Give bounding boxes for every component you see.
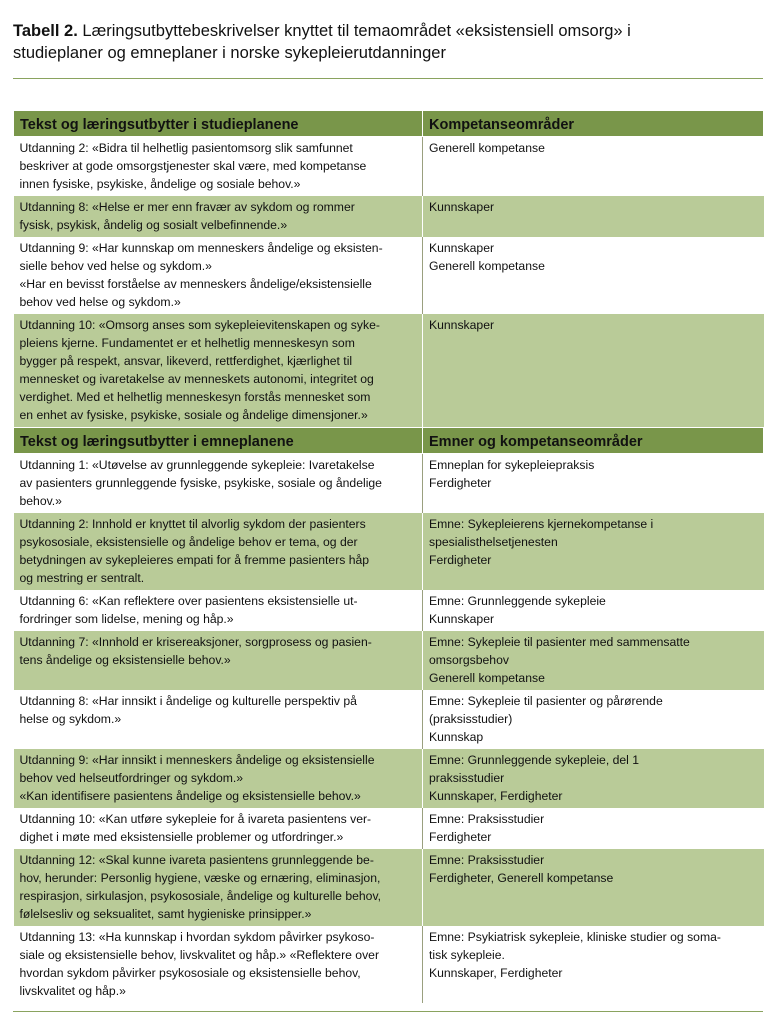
table-row (14, 808, 764, 849)
table-row (14, 196, 764, 237)
table-row (14, 513, 764, 590)
outcome-text-line: en enhet av fysiske, psykiske, sosiale og åndelige dimensjoner.» (19, 408, 368, 422)
competence-area-cell (423, 749, 764, 808)
section-header-row (14, 111, 764, 137)
outcome-text-line: og mestring er sentralt. (19, 571, 145, 585)
outcome-text-line: Utdanning 9: «Har kunnskap om menneskers åndelige og eksisten- (19, 241, 383, 255)
competence-area-line: Kunnskaper (429, 200, 495, 214)
outcome-text-line: «Har en bevisst forståelse av menneskers åndelige/eksistensielle (19, 277, 372, 291)
competence-area-line: Emne: Sykepleie til pasienter og pårørende (429, 694, 663, 708)
outcome-text-line: pleiens kjerne. Fundamentet er et helhetlig menneskesyn som (19, 336, 355, 350)
competence-area-cell (423, 631, 764, 690)
outcome-text-cell (14, 196, 423, 237)
outcome-text-line: dighet i møte med eksistensielle problemer og utfordringer.» (19, 830, 344, 844)
outcome-text-line: fordringer som lidelse, mening og håp.» (19, 612, 234, 626)
outcome-text-line: av pasienters grunnleggende fysiske, psykiske, sosiale og åndelige (19, 476, 382, 490)
outcome-text-line: Utdanning 7: «Innhold er krisereaksjoner, sorgprosess og pasien- (19, 635, 372, 649)
competence-area-line: Generell kompetanse (429, 671, 545, 685)
table-row (14, 631, 764, 690)
competence-area-cell (423, 237, 764, 314)
table-row (14, 137, 764, 197)
competence-area-cell (423, 808, 764, 849)
outcome-text-line: Utdanning 13: «Ha kunnskap i hvordan sykdom påvirker psykoso- (19, 930, 375, 944)
competence-area-cell (423, 314, 764, 428)
outcome-text-line: psykososiale, eksistensielle og åndelige behov er tema, og der (19, 535, 358, 549)
competence-area-line: Ferdigheter (429, 476, 492, 490)
competence-area-line: Kunnskaper (429, 612, 495, 626)
competence-area-cell (423, 196, 764, 237)
outcome-text-line: Utdanning 10: «Omsorg anses som sykepleievitenskapen og syke- (19, 318, 380, 332)
learning-outcomes-table (13, 110, 764, 1003)
outcome-text-line: bygger på respekt, ansvar, likeverd, rettferdighet, kjærlighet til (19, 354, 353, 368)
outcome-text-line: respirasjon, sirkulasjon, psykososiale, åndelige og kulturelle behov, (19, 889, 382, 903)
competence-area-line: Emne: Praksisstudier (429, 812, 545, 826)
outcome-text-line: mennesket og ivaretakelse av menneskets autonomi, integritet og (19, 372, 374, 386)
outcome-text-line: Utdanning 6: «Kan reflektere over pasientens eksistensielle ut- (19, 594, 358, 608)
outcome-text-cell (14, 237, 423, 314)
outcome-text-line: Utdanning 12: «Skal kunne ivareta pasientens grunnleggende be- (19, 853, 374, 867)
competence-area-line: Emne: Sykepleie til pasienter med sammensatte (429, 635, 690, 649)
competence-area-line: Generell kompetanse (429, 259, 545, 273)
outcome-text-cell (14, 808, 423, 849)
competence-area-cell (423, 849, 764, 926)
bottom-rule (13, 1011, 763, 1012)
outcome-text-line: innen fysiske, psykiske, åndelige og sosiale behov.» (19, 177, 301, 191)
outcome-text-line: Utdanning 1: «Utøvelse av grunnleggende sykepleie: Ivaretakelse (19, 458, 375, 472)
outcome-text-line: følelsesliv og seksualitet, samt hygieniske prinsipper.» (19, 907, 312, 921)
outcome-text-line: verdighet. Med et helhetlig menneskesyn forstås mennesket som (19, 390, 371, 404)
outcome-text-cell (14, 137, 423, 197)
table-row (14, 237, 764, 314)
table-row (14, 690, 764, 749)
competence-area-cell (423, 137, 764, 197)
outcome-text-line: behov ved helse og sykdom.» (19, 295, 181, 309)
outcome-text-cell (14, 590, 423, 631)
outcome-text-cell (14, 749, 423, 808)
competence-area-line: Emne: Praksisstudier (429, 853, 545, 867)
outcome-text-line: tens åndelige og eksistensielle behov.» (19, 653, 231, 667)
table-row (14, 749, 764, 808)
competence-area-line: Kunnskaper (429, 318, 495, 332)
competence-area-line: Emne: Psykiatrisk sykepleie, kliniske studier og soma- (429, 930, 721, 944)
outcome-text-line: siale og eksistensielle behov, livskvalitet og håp.» «Reflektere over (19, 948, 380, 962)
outcome-text-line: Utdanning 10: «Kan utføre sykepleie for å ivareta pasientens ver- (19, 812, 372, 826)
competence-area-line: Kunnskap (429, 730, 484, 744)
outcome-text-line: «Kan identifisere pasientens åndelige og eksistensielle behov.» (19, 789, 361, 803)
outcome-text-line: beskriver at gode omsorgstjenester skal være, med kompetanse (19, 159, 367, 173)
column-header-text: Tekst og læringsutbytter i studieplanene (14, 111, 423, 137)
outcome-text-line: betydningen av sykepleieres empati for å fremme pasienters håp (19, 553, 370, 567)
outcome-text-line: Utdanning 8: «Helse er mer enn fravær av sykdom og rommer (19, 200, 355, 214)
competence-area-line: omsorgsbehov (429, 653, 509, 667)
table-row (14, 926, 764, 1003)
competence-area-line: Emne: Sykepleierens kjernekompetanse i (429, 517, 654, 531)
top-rule (13, 78, 763, 79)
table-row (14, 590, 764, 631)
competence-area-line: Kunnskaper, Ferdigheter (429, 966, 563, 980)
competence-area-cell (423, 513, 764, 590)
competence-area-line: Emneplan for sykepleiepraksis (429, 458, 595, 472)
outcome-text-cell (14, 631, 423, 690)
competence-area-line: Ferdigheter (429, 553, 492, 567)
outcome-text-cell (14, 314, 423, 428)
competence-area-line: Ferdigheter (429, 830, 492, 844)
outcome-text-line: Utdanning 2: «Bidra til helhetlig pasientomsorg slik samfunnet (19, 141, 353, 155)
caption-text-line1: Læringsutbyttebeskrivelser knyttet til temaområdet «eksistensiell omsorg» i (77, 22, 631, 40)
outcome-text-line: sielle behov ved helse og sykdom.» (19, 259, 212, 273)
column-header-area: Emner og kompetanseområder (423, 428, 764, 454)
competence-area-cell (423, 926, 764, 1003)
competence-area-cell (423, 454, 764, 514)
outcome-text-line: behov ved helseutfordringer og sykdom.» (19, 771, 244, 785)
section-header-row (14, 428, 764, 454)
table-row (14, 314, 764, 428)
table-caption (13, 20, 763, 64)
competence-area-cell (423, 590, 764, 631)
competence-area-line: Kunnskaper (429, 241, 495, 255)
outcome-text-line: Utdanning 9: «Har innsikt i menneskers åndelige og eksistensielle (19, 753, 375, 767)
outcome-text-line: fysisk, psykisk, åndelig og sosialt velbefinnende.» (19, 218, 288, 232)
outcome-text-line: Utdanning 2: Innhold er knyttet til alvorlig sykdom der pasienters (19, 517, 366, 531)
outcome-text-cell (14, 926, 423, 1003)
outcome-text-line: hvordan sykdom påvirker psykososiale og eksistensielle behov, (19, 966, 361, 980)
outcome-text-line: livskvalitet og håp.» (19, 984, 126, 998)
outcome-text-cell (14, 454, 423, 514)
competence-area-line: Ferdigheter, Generell kompetanse (429, 871, 614, 885)
competence-area-line: (praksisstudier) (429, 712, 513, 726)
column-header-text: Tekst og læringsutbytter i emneplanene (14, 428, 423, 454)
outcome-text-cell (14, 690, 423, 749)
outcome-text-line: Utdanning 8: «Har innsikt i åndelige og kulturelle perspektiv på (19, 694, 357, 708)
outcome-text-line: hov, herunder: Personlig hygiene, væske og ernæring, eliminasjon, (19, 871, 381, 885)
outcome-text-cell (14, 849, 423, 926)
column-header-area: Kompetanseområder (423, 111, 764, 137)
competence-area-line: Kunnskaper, Ferdigheter (429, 789, 563, 803)
competence-area-line: Generell kompetanse (429, 141, 545, 155)
competence-area-line: tisk sykepleie. (429, 948, 505, 962)
outcome-text-cell (14, 513, 423, 590)
caption-text-line2: studieplaner og emneplaner i norske sykepleierutdanninger (13, 44, 446, 62)
competence-area-line: praksisstudier (429, 771, 505, 785)
caption-label: Tabell 2. (13, 22, 78, 40)
competence-area-line: Emne: Grunnleggende sykepleie (429, 594, 606, 608)
competence-area-line: spesialisthelsetjenesten (429, 535, 558, 549)
table-row (14, 849, 764, 926)
table-row (14, 454, 764, 514)
competence-area-line: Emne: Grunnleggende sykepleie, del 1 (429, 753, 640, 767)
competence-area-cell (423, 690, 764, 749)
outcome-text-line: helse og sykdom.» (19, 712, 122, 726)
outcome-text-line: behov.» (19, 494, 62, 508)
